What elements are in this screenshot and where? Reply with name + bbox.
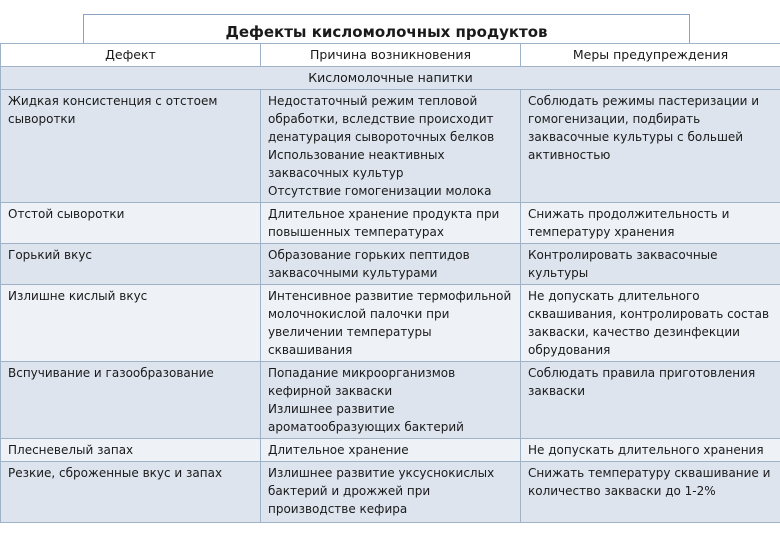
prevention-cell: Контролировать заквасочные культуры: [521, 244, 780, 285]
cause-cell: [261, 362, 521, 439]
column-header-defect: Дефект: [1, 44, 261, 67]
cause-line: Использование неактивных заквасочных культур: [268, 148, 445, 180]
title-box: [83, 14, 690, 44]
cause-line: Излишнее развитие ароматообразующих бактерий: [268, 402, 464, 434]
prevention-cell: Соблюдать правила приготовления закваски: [521, 362, 780, 439]
prevention-cell: Не допускать длительного хранения: [521, 439, 780, 462]
header-row: [1, 44, 780, 67]
cause-cell: [261, 203, 521, 244]
cause-line: Недостаточный режим тепловой обработки, вследствие происходит денатурация сывороточных белков: [268, 94, 495, 144]
section-title: Кисломолочные напитки: [1, 67, 780, 90]
defects-table: [0, 43, 780, 523]
cause-line: Образование горьких пептидов заквасочными культурами: [268, 248, 470, 280]
defect-cell: Излишне кислый вкус: [1, 285, 261, 362]
cause-line: Длительное хранение продукта при повышенных температурах: [268, 207, 500, 239]
column-header-prevention: Меры предупреждения: [521, 44, 780, 67]
cause-cell: [261, 90, 521, 203]
table-row: [1, 362, 780, 439]
table-row: [1, 203, 780, 244]
cause-line: Излишнее развитие уксуснокислых бактерий и дрожжей при производстве кефира: [268, 466, 495, 516]
page-title: Дефекты кисломолочных продуктов: [225, 23, 548, 41]
prevention-cell: Соблюдать режимы пастеризации и гомогенизации, подбирать заквасочные культуры с большей активностью: [521, 90, 780, 203]
cause-cell: [261, 285, 521, 362]
defect-cell: Горький вкус: [1, 244, 261, 285]
cause-line: Длительное хранение: [268, 443, 409, 457]
cause-cell: [261, 439, 521, 462]
prevention-cell: Снижать температуру сквашивание и количество закваски до 1-2%: [521, 462, 780, 523]
table-row: [1, 90, 780, 203]
table-row: [1, 439, 780, 462]
cause-line: Попадание микроорганизмов кефирной закваски: [268, 366, 456, 398]
section-row: [1, 67, 780, 90]
defect-cell: Резкие, сброженные вкус и запах: [1, 462, 261, 523]
table-row: [1, 244, 780, 285]
cause-line: Интенсивное развитие термофильной молочнокислой палочки при увеличении температуры сквашивания: [268, 289, 512, 357]
column-header-cause: Причина возникновения: [261, 44, 521, 67]
defect-cell: Вспучивание и газообразование: [1, 362, 261, 439]
defect-cell: Жидкая консистенция с отстоем сыворотки: [1, 90, 261, 203]
prevention-cell: Снижать продолжительность и температуру хранения: [521, 203, 780, 244]
prevention-cell: Не допускать длительного сквашивания, контролировать состав закваски, качество дезинфекции обрудования: [521, 285, 780, 362]
defect-cell: Плесневелый запах: [1, 439, 261, 462]
table-row: [1, 462, 780, 523]
cause-cell: [261, 244, 521, 285]
cause-line: Отсутствие гомогенизации молока: [268, 184, 492, 198]
defect-cell: Отстой сыворотки: [1, 203, 261, 244]
table-row: [1, 285, 780, 362]
cause-cell: [261, 462, 521, 523]
